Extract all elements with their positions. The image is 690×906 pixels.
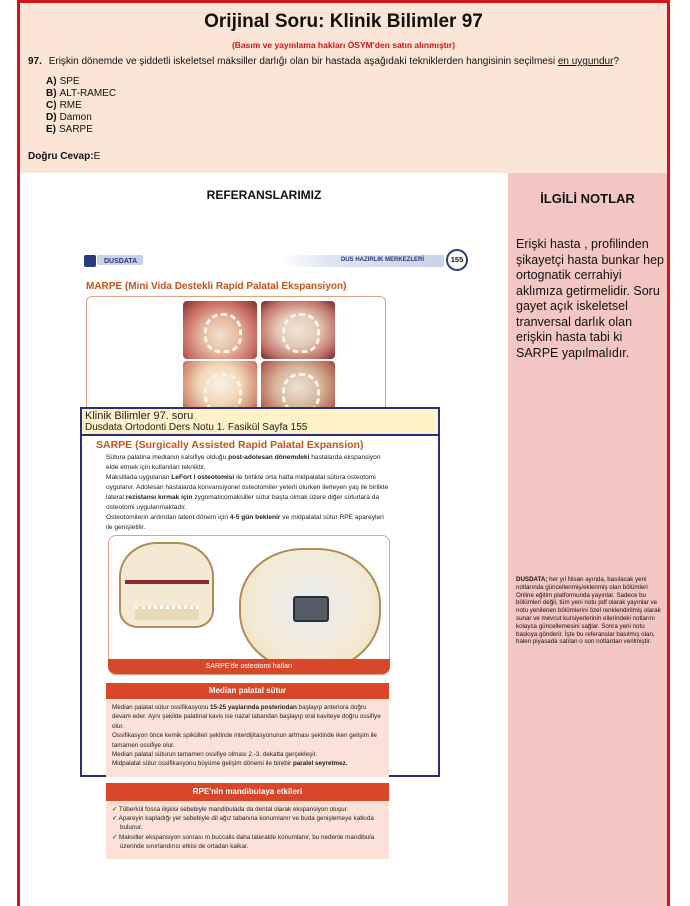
osteotomy-figure (108, 535, 390, 675)
source-line-1: Klinik Bilimler 97. soru (85, 410, 194, 422)
question-end: ? (613, 56, 620, 67)
options-list (46, 76, 116, 136)
option-a (46, 76, 116, 88)
question-emphasis: en uygundur (557, 56, 614, 67)
sarpe-paragraph: Osteotomilerin ardından latent dönem için 4-5 gün beklenir ve midpalatal sütur RPE apareyleri ile genişletilir. (106, 514, 384, 531)
palate-photo (261, 301, 335, 359)
dusdata-label: DUSDATA; (516, 576, 548, 583)
marpe-photos (86, 296, 386, 416)
sarpe-paragraph: Maksillada uygulanan LeFort I osteotomisi ile birlikte orta hatta midpalatal sütura osteotomi uygulanır. Adolesan hastalarda konvansiyonel osteotomiler yeterli olurken ilerleyen yaş ile birlikte lateral rezistansı kırmak için zygomaticomaksiller sütur başta olmak üzere diğer süturlara da osteotomi uygulanmaktadır. (106, 474, 389, 511)
question-body: Erişkin dönemde ve şiddetli iskeletsel maksiller darlığı olan bir hastada aşağıdaki tekniklerden hangisinin seçilmesi (48, 56, 556, 67)
source-line-2: Dusdata Ortodonti Ders Notu 1. Fasikül Sayfa 155 (85, 422, 308, 433)
option-text: SPE (59, 76, 80, 87)
references-title: REFERANSLARIMIZ (206, 188, 322, 202)
palate-photo (183, 301, 257, 359)
notes-panel (508, 173, 667, 906)
band-label: DUS HAZIRLIK MERKEZLERİ (341, 257, 424, 263)
answer-label: Doğru Cevap: (28, 151, 94, 162)
option-text: RME (59, 100, 82, 111)
option-text: SARPE (59, 124, 93, 135)
option-letter: B) (46, 88, 57, 99)
notes-text: Erişki hasta , profilinden şikayetçi hasta bunkar hep ortognatik cerrahiyi aklımıza getirmelidir. Soru gayet açık iskeletsel tranversal darlık olan erişkin hasta tabi ki SARPE yapılmalıdır. (516, 237, 665, 360)
median-title: Median palatal sütur (106, 683, 389, 699)
figure-caption: SARPE'de osteotomi hatları (108, 659, 390, 674)
question-number: 97. (28, 56, 42, 67)
answer-value: E (93, 151, 101, 162)
option-letter: A) (46, 76, 57, 87)
option-text: Damon (59, 112, 92, 123)
question-section (20, 3, 667, 173)
page-title: Orijinal Soru: Klinik Bilimler 97 (204, 11, 483, 32)
dusdata-logo (84, 253, 144, 271)
notes-title: İLGİLİ NOTLAR (540, 191, 635, 206)
list-item: ✓ Maksiller ekspansiyon sonrası m.buccalis daha lateralde konumlanır, bu nedenle mandibula üzerinde sınırlandırıcı etkisi de ortadan kalkar. (112, 833, 375, 850)
list-item: ✓ Apareyin kapladığı yer sebebiyle dil ağız tabanına konumlanır ve buda genişlemeye katkıda bulunur. (112, 815, 374, 832)
sarpe-text (106, 453, 391, 533)
median-text: Median palatal sütur ossifikasyonu 15-25 yaşlarında posteriodan başlayıp anteriora doğru devam eder. Aynı şekilde palatinal kavis ise nazal tabandan başlayıp oral kaviteye doğru ossifiye olur. Ossifikasyon önce kemik spikülleri şeklinde interdijitasyonunun artması şeklinde iken gelişim ile tamamen ossifiye olur. Median palatal süturun tamamen ossifiye olması 2.-3. dekatta gerçekleşir. Midpalatal sütur ossifikasyonu büyüme gelişim dönemi ile birebir paralel seyretmez. (106, 699, 389, 777)
page-frame (17, 0, 670, 906)
correct-answer (28, 151, 100, 162)
option-d (46, 112, 116, 124)
rpe-list (106, 801, 389, 859)
source-header (82, 409, 438, 436)
dusdata-note (516, 576, 664, 646)
skull-palatal-illustration (239, 548, 381, 672)
option-c (46, 100, 116, 112)
option-letter: E) (46, 124, 56, 135)
option-text: ALT-RAMEC (59, 88, 117, 99)
sarpe-title: SARPE (Surgically Assisted Rapid Palatal Expansion) (96, 439, 364, 451)
option-b (46, 88, 116, 100)
sarpe-paragraph: Sütura palatina medianın kalsifiye olduğu post-adolesan dönemdeki hastalarda ekspansiyon elde etmek için kullanılan tekniktir. (106, 454, 381, 471)
copyright-note: (Basım ve yayınlama hakları ÖSYM'den satın alınmıştır) (231, 40, 456, 50)
list-item: ✓ Tüberkül fossa ilişkisi sebebiyle mandibulada da dental olarak ekspansiyon oluşur. (112, 806, 349, 813)
logo-text: DUSDATA (104, 258, 138, 265)
option-letter: C) (46, 100, 57, 111)
marpe-title: MARPE (Mini Vida Destekli Rapid Palatal Ekspansiyon) (86, 281, 347, 292)
option-letter: D) (46, 112, 57, 123)
page-number: 155 (446, 249, 468, 271)
dusdata-text: her yıl Nisan ayında, basılacak yeni notlarında güncellenmiş/eklenmiş olan bölümleri Online eğitim platformunda yayınlar. Sadece bu bölümleri değil, tüm yeni notu pdf olarak yayınlar ve notu yenilenen bölümlerini özel renklendirilmiş olarak sunar ve mevcut kursiyerlerinin ellerindeki notlarını kolayca güncellemesini sağlar. Sonra yeni notu baskıya gönderir. İşte bu referanslar basılmış olan, halen piyasada satılan o son notlardan verilmiştir. (516, 576, 661, 646)
header-band (280, 255, 444, 267)
skull-frontal-illustration (119, 542, 214, 628)
rpe-title: RPE'nin mandibulaya etkileri (106, 783, 389, 801)
option-e (46, 124, 116, 136)
question-text (28, 55, 658, 68)
